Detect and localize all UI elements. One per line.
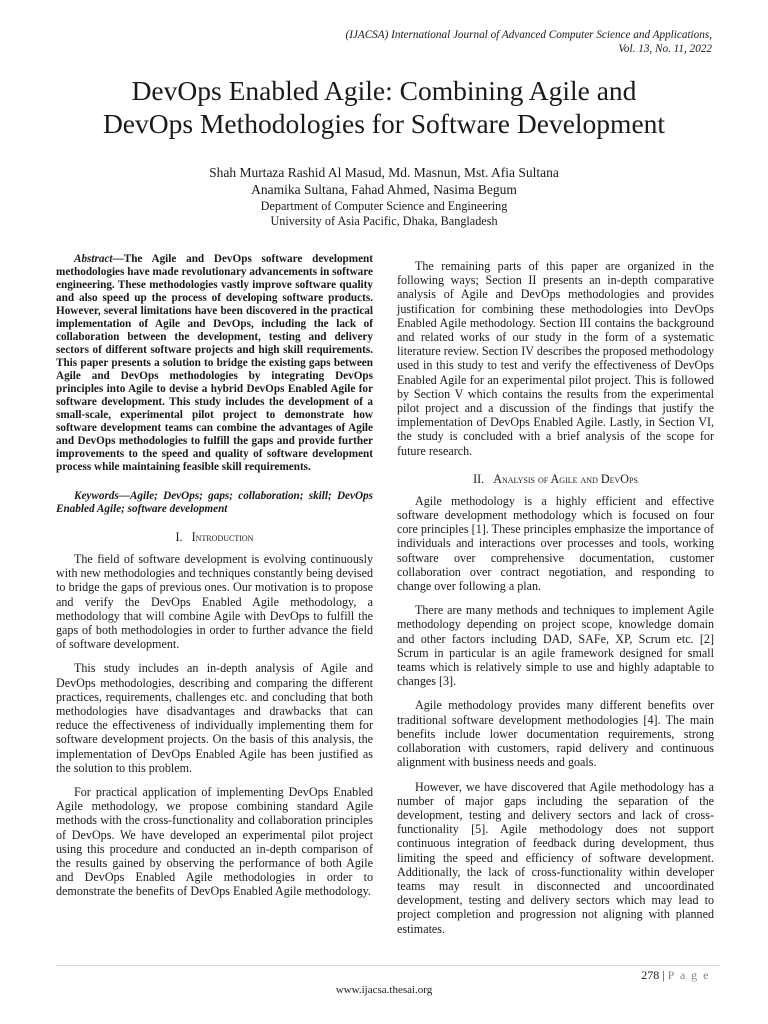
abstract-dash: — [112, 253, 124, 265]
keywords-label: Keywords— [74, 490, 130, 502]
affiliation [40, 199, 728, 229]
title-line-1: DevOps Enabled Agile: Combining Agile and [131, 75, 637, 106]
footer-divider [56, 965, 720, 966]
page-number-value: 278 [641, 968, 660, 982]
abstract-label: Abstract [74, 253, 113, 265]
section-heading-introduction [56, 530, 373, 544]
section-heading-analysis [397, 472, 714, 486]
abstract [56, 253, 373, 474]
journal-volume: Vol. 13, No. 11, 2022 [618, 43, 712, 55]
analysis-paragraph-3: Agile methodology provides many different benefits over traditional software development methodologies [4]. The main benefits include lower documentation requirements, strong collaboration with customers, rapid delivery and continuous alignment with business needs and goals. [397, 698, 714, 770]
affiliation-department: Department of Computer Science and Engineering [260, 199, 508, 213]
journal-header [292, 28, 712, 56]
journal-url[interactable]: www.ijacsa.thesai.org [335, 984, 433, 996]
section-1-numeral: I. [175, 530, 183, 544]
analysis-paragraph-1: Agile methodology is a highly efficient and effective software development methodology which is focused on four core principles [1]. These principles emphasize the importance of individuals and interactions over processes and tools, working software over comprehensive documentation, customer collaboration over contract negotiation, and responding to change over following a plan. [397, 493, 714, 594]
title-line-2: DevOps Methodologies for Software Development [102, 108, 666, 139]
intro-paragraph-3: For practical application of implementing DevOps Enabled Agile methodology, we propose combining standard Agile methods with the cross-functionality and collaboration principles of DevOps. We have developed an experimental pilot project using this procedure and conducted an in-depth comparison of the results gained by observing the performance of both Agile and DevOps Enabled Agile methodologies in order to demonstrate the benefits of DevOps Enabled Agile methodology. [56, 785, 373, 899]
page-separator: | [662, 968, 665, 982]
authors-line-2: Anamika Sultana, Fahad Ahmed, Nasima Begum [251, 182, 517, 197]
intro-paragraph-1: The field of software development is evolving continuously with new methodologies and techniques constantly being devised to bridge the gaps of previous ones. Our motivation is to propose and verify the DevOps Enabled Agile methodology, a methodology that will combine Agile with DevOps to fulfill the gaps of both methodologies in order to further advance the field of software development. [56, 552, 373, 652]
keywords-text: Agile; DevOps; gaps; collaboration; skill; DevOps Enabled Agile; software development [56, 490, 373, 515]
page-label: P a g e [667, 968, 710, 982]
author-list [40, 164, 728, 198]
abstract-text: The Agile and DevOps software development methodologies have made revolutionary advancements in software engineering. These methodologies vastly improve software quality and also speed up the process of developing software products. However, several limitations have been discovered in the practical implementation of Agile and DevOps, including the lack of collaboration between the development, testing and delivery sectors of different software projects and high skill requirements. This paper presents a solution to bridge the existing gaps between Agile and DevOps methodologies by integrating DevOps principles into Agile to devise a hybrid DevOps Enabled Agile for software development. This study includes the development of a small-scale, experimental pilot project to demonstrate how software development teams can combine the advantages of Agile and DevOps methodologies to fulfill the gaps and provide further improvements to the speed and quality of software development process while maintaining feasible skill requirements. [56, 253, 373, 473]
intro-paragraph-2: This study includes an in-depth analysis of Agile and DevOps methodologies, describing and comparing the different practices, requirements, challenges etc. and concluding that both methodologies have disadvantages and drawbacks that can reduce the effectiveness of individually implementing them for software development projects. On the basis of this analysis, the implementation of DevOps Enabled Agile has been justified as the solution to this problem. [56, 661, 373, 775]
journal-name: (IJACSA) International Journal of Advanced Computer Science and Applications, [345, 29, 712, 41]
paper-title [40, 74, 728, 140]
analysis-paragraph-2: There are many methods and techniques to implement Agile methodology depending on project scope, knowledge domain and other factors including DAD, SAFe, XP, Scrum etc. [2] Scrum in particular is an agile framework designed for small teams which is relatively simple to use and highly adaptable to changes [3]. [397, 603, 714, 689]
organization-paragraph: The remaining parts of this paper are organized in the following ways; Section II presents an in-depth comparative analysis of Agile and DevOps methodologies and provides justification for combining these methodologies into DevOps Enabled Agile methodology. Section III contains the background and related works of our study in the form of a systematic literature review. Section IV describes the proposed methodology used in this study to test and verify the effectiveness of DevOps Enabled Agile for an experimental pilot project. This is followed by Section V which contains the results from the experimental pilot project and a discussion of the findings that justify the implementation of DevOps Enabled Agile. Lastly, in Section VI, the study is concluded with a brief analysis of the scope for future research. [397, 259, 714, 458]
analysis-paragraph-4: However, we have discovered that Agile methodology has a number of major gaps including the separation of the development, testing and delivery sectors and lack of cross-functionality [5]. Agile methodology does not support continuous integration of feedback during development, thus limiting the speed and efficiency of software development. Additionally, the lack of cross-functionality within developer teams may result in disconnected and uncoordinated development, testing and delivery sectors which may lead to project completion and progression not aligning with planned estimates. [397, 779, 714, 936]
section-2-title: Analysis of Agile and DevOps [493, 471, 638, 486]
section-2-numeral: II. [473, 471, 485, 486]
section-1-title: Introduction [191, 530, 254, 544]
authors-line-1: Shah Murtaza Rashid Al Masud, Md. Masnun, Mst. Afia Sultana [209, 165, 559, 180]
page-number [641, 968, 710, 983]
left-column [56, 253, 373, 909]
keywords [56, 490, 373, 516]
affiliation-university: University of Asia Pacific, Dhaka, Bangladesh [270, 214, 498, 228]
right-column [397, 253, 714, 946]
